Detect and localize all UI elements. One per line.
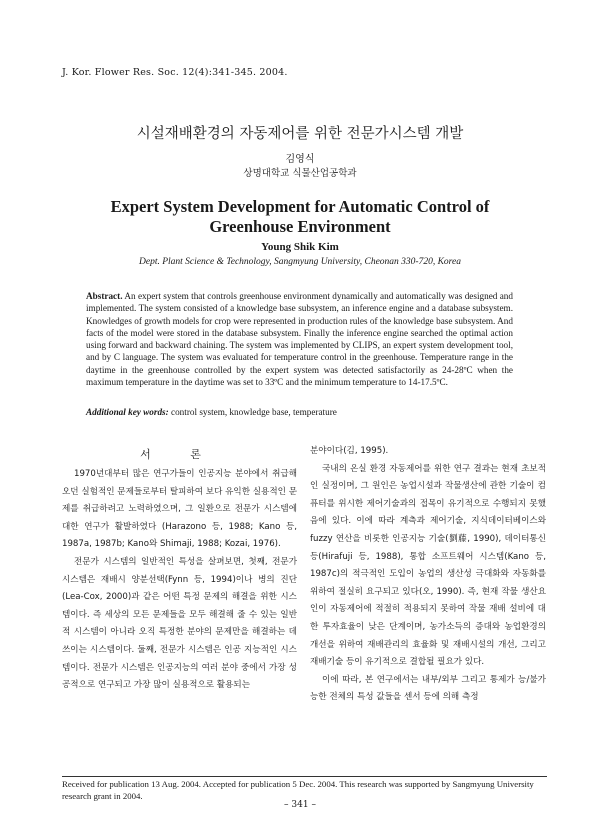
abstract-label: Abstract.	[86, 291, 123, 301]
footnote: Received for publication 13 Aug. 2004. Accepted for publication 5 Dec. 2004. This research was supported by Sangmyung University research grant in 2004.	[62, 779, 534, 801]
english-title	[0, 197, 600, 237]
paragraph: 분야이다(김, 1995).	[310, 446, 389, 456]
section-heading-introduction: 서 론	[140, 448, 219, 461]
right-column	[310, 443, 546, 707]
footnote-divider	[62, 776, 547, 777]
korean-title: 시설재배환경의 자동제어를 위한 전문가시스템 개발	[136, 126, 464, 142]
paragraph: 1970년대부터 많은 연구가들이 인공지능 분야에서 취급해오던 실험적인 문제들로부터 탈피하여 보다 유익한 실용적인 문제를 취급하려고 노력하였으며, 그 일환으로 전문가 시스템에 대한 연구가 활발하였다 (Harazono 등, 1988; Kano 등, 1987a, 1987b; Kano와 Shimaji, 1988; Kozai, 1976).	[62, 469, 297, 550]
english-title-line-2: Greenhouse Environment	[209, 217, 391, 236]
keywords	[86, 407, 513, 417]
left-column	[62, 466, 297, 695]
paragraph: 국내의 온실 환경 자동제어를 위한 연구 결과는 현재 초보적인 실정이며, 그 원인은 농업시설과 작물생산에 관한 기술이 컴퓨터를 위시한 제어기술과의 접목이 유기적으로 수행되지 못했음에 있다. 이에 따라 계측과 제어기술, 지식데이터베이스와 fuzzy 연산을 비롯한 인공지능 기술(劉藤, 1990), 데이터통신 등(Hirafuji 등, 1988), 통합 소프트웨어 시스템(Kano 등, 1987c)의 적극적인 도입이 농업의 생산성 극대화와 자동화를 위하여 절실히 요구되고 있다(오, 1990). 즉, 현재 작물 생산요인이 자동제어에 적절히 적용되지 못하여 작물 재배 설비에 대한 투자효율이 낮은 단계이며, 농가소득의 증대와 농업환경의 개선을 위하여 재배관리의 효율화 및 재배시설의 개선, 그리고 재배기술 등이 유기적으로 결합될 필요가 있다.	[310, 463, 546, 668]
abstract-text: An expert system that controls greenhouse environment dynamically and automatically was designed and implemented. The system consisted of a knowledge base subsystem, an inference engine and a database subsystem. Knowledges of growth models for crop were represented in production rules of the knowledge base subsystem. And facts of the model were stored in the database subsystem. Finally the inference engine searched the optimal action using forward and backward chaining. The system was implemented by CLIPS, an expert system development tool, and by C language. The system was evaluated for temperature control in the greenhouse. Temperature range in the daytime in the greenhouse controlled by the expert system was detected satisfactorily as 24-28ºC when the maximum temperature in the daytime was set to 33ºC and the minimum temperature to 14-17.5ºC.	[86, 291, 513, 388]
paragraph: 이에 따라, 본 연구에서는 내부/외부 그리고 통제가 능/불가능한 전체의 특성 값들을 센서 등에 의해 측정	[310, 674, 546, 703]
english-author: Young Shik Kim	[261, 241, 339, 253]
page-number: – 341 –	[284, 800, 316, 810]
english-title-line-1: Expert System Development for Automatic Control of	[110, 197, 490, 216]
keywords-text: control system, knowledge base, temperature	[171, 407, 337, 417]
english-affiliation: Dept. Plant Science & Technology, Sangmyung University, Cheonan 330-720, Korea	[139, 257, 461, 267]
keywords-label: Additional key words:	[86, 407, 169, 417]
korean-author: 김영식	[285, 154, 315, 165]
abstract	[86, 290, 513, 388]
korean-affiliation: 상명대학교 식물산업공학과	[243, 168, 357, 179]
paragraph: 전문가 시스템의 일반적인 특성을 살펴보면, 첫째, 전문가 시스템은 재배시 양분선택(Fynn 등, 1994)이나 병의 진단(Lea-Cox, 2000)과 같은 어떤 특정 문제의 해결을 위한 시스템이다. 즉 세상의 모든 문제들을 모두 해결해 줄 수 있는 일반적 시스템이 아니라 오직 특정한 분야의 문제만을 해결하는 데 쓰이는 시스템이다. 둘째, 전문가 시스템은 인공 지능적인 시스템이다. 전문가 시스템은 인공지능의 여러 분야 중에서 가장 성공적으로 연구되고 가장 많이 실용적으로 활용되는	[62, 556, 297, 691]
journal-citation: J. Kor. Flower Res. Soc. 12(4):341-345. 2004.	[62, 67, 288, 78]
